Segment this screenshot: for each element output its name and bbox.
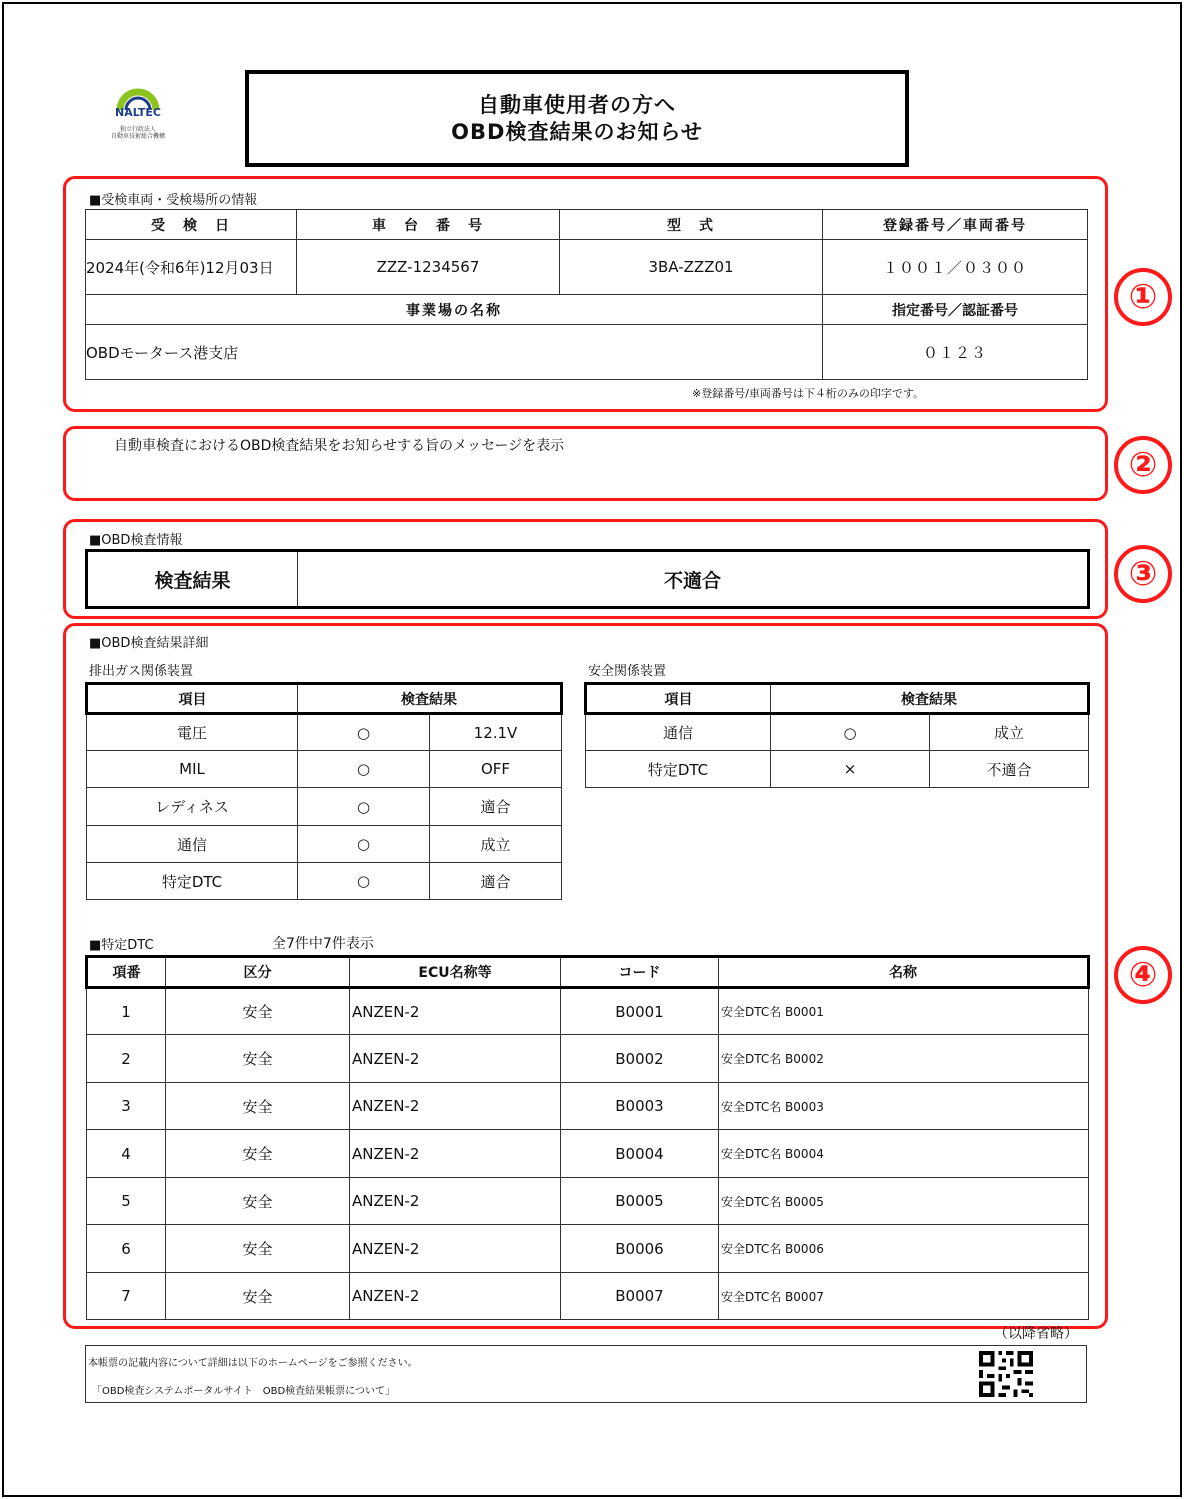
region-number-3: ③ (1114, 545, 1172, 603)
header-model: 型 式 (560, 210, 823, 240)
emission-header-result: 検査結果 (298, 684, 562, 714)
dtc-category: 安全 (166, 1273, 350, 1320)
dtc-header-category: 区分 (166, 957, 350, 988)
dtc-ecu: ANZEN-2 (350, 988, 561, 1035)
header-inspection-date: 受 検 日 (86, 210, 297, 240)
dtc-ecu: ANZEN-2 (350, 1083, 561, 1130)
emission-mark: ○ (298, 751, 430, 788)
emission-result: 成立 (430, 826, 562, 863)
vehicle-section-label: ■受検車両・受検場所の情報 (89, 193, 258, 208)
header-office-name: 事業場の名称 (86, 295, 823, 325)
table-row (87, 1178, 1089, 1225)
safety-header-result: 検査結果 (771, 684, 1089, 714)
details-section-label: ■OBD検査結果詳細 (89, 636, 209, 651)
dtc-header-code: コード (561, 957, 719, 988)
naltec-logo (98, 84, 178, 148)
model-value: 3BA-ZZZ01 (560, 240, 823, 295)
safety-result: 不適合 (930, 751, 1089, 788)
dtc-code: B0005 (561, 1178, 719, 1225)
logo-subtitle (98, 126, 178, 140)
dtc-name: 安全DTC名 B0003 (719, 1083, 1089, 1130)
table-row (87, 1035, 1089, 1083)
emission-item: 特定DTC (87, 863, 298, 900)
emission-mark: ○ (298, 714, 430, 751)
emission-item: レディネス (87, 788, 298, 826)
footer-box (85, 1345, 1087, 1403)
chassis-number-value: ZZZ-1234567 (297, 240, 560, 295)
table-row (87, 1130, 1089, 1178)
dtc-ecu: ANZEN-2 (350, 1035, 561, 1083)
registration-note: ※登録番号/車両番号は下４桁のみの印字です。 (692, 387, 925, 400)
dtc-count: 全7件中7件表示 (272, 936, 374, 952)
safety-label: 安全関係装置 (588, 664, 667, 679)
emission-result: 12.1V (430, 714, 562, 751)
dtc-no: 5 (87, 1178, 166, 1225)
dtc-name: 安全DTC名 B0005 (719, 1178, 1089, 1225)
inspection-date-value: 2024年(令和6年)12月03日 (86, 240, 297, 295)
safety-header-item: 項目 (586, 684, 771, 714)
qr-code-icon[interactable] (978, 1351, 1034, 1397)
dtc-name: 安全DTC名 B0001 (719, 988, 1089, 1035)
emission-mark: ○ (298, 826, 430, 863)
emission-item: 通信 (87, 826, 298, 863)
dtc-no: 4 (87, 1130, 166, 1178)
dtc-no: 3 (87, 1083, 166, 1130)
dtc-header-no: 項番 (87, 957, 166, 988)
footer-line-1: 本帳票の記載内容について詳細は以下のホームページをご参照ください。 (88, 1358, 418, 1369)
safety-mark: ○ (771, 714, 930, 751)
safety-table (584, 682, 1090, 788)
dtc-no: 7 (87, 1273, 166, 1320)
region-number-1: ① (1114, 268, 1172, 326)
emission-header-item: 項目 (87, 684, 298, 714)
table-row (87, 1083, 1089, 1130)
vehicle-info-table (85, 209, 1088, 380)
dtc-code: B0007 (561, 1273, 719, 1320)
dtc-category: 安全 (166, 1083, 350, 1130)
title-line-2: OBD検査結果のお知らせ (451, 119, 703, 144)
emission-mark: ○ (298, 863, 430, 900)
safety-item: 通信 (586, 714, 771, 751)
registration-value: １００１／０３００ (823, 240, 1088, 295)
table-row (87, 988, 1089, 1035)
obd-result-table (85, 549, 1090, 609)
dtc-name: 安全DTC名 B0006 (719, 1225, 1089, 1273)
header-registration: 登録番号／車両番号 (823, 210, 1088, 240)
dtc-code: B0001 (561, 988, 719, 1035)
cert-number-value: ０１２３ (823, 325, 1088, 380)
dtc-ecu: ANZEN-2 (350, 1273, 561, 1320)
dtc-code: B0003 (561, 1083, 719, 1130)
emission-mark: ○ (298, 788, 430, 826)
emission-result: 適合 (430, 788, 562, 826)
dtc-code: B0002 (561, 1035, 719, 1083)
dtc-no: 1 (87, 988, 166, 1035)
dtc-category: 安全 (166, 1178, 350, 1225)
emission-item: 電圧 (87, 714, 298, 751)
region-number-2: ② (1114, 436, 1172, 494)
title-line-1: 自動車使用者の方へ (478, 92, 676, 117)
dtc-header-ecu: ECU名称等 (350, 957, 561, 988)
dtc-code: B0006 (561, 1225, 719, 1273)
obd-result-value: 不適合 (298, 551, 1089, 608)
omitted-note: （以降省略） (994, 1326, 1078, 1342)
emission-label: 排出ガス関係装置 (89, 664, 194, 679)
dtc-no: 2 (87, 1035, 166, 1083)
header-chassis-number: 車 台 番 号 (297, 210, 560, 240)
dtc-name: 安全DTC名 B0002 (719, 1035, 1089, 1083)
dtc-category: 安全 (166, 1035, 350, 1083)
dtc-category: 安全 (166, 988, 350, 1035)
office-name-value: OBDモータース港支店 (86, 325, 823, 380)
obd-info-section-label: ■OBD検査情報 (89, 533, 183, 548)
dtc-name: 安全DTC名 B0007 (719, 1273, 1089, 1320)
table-row (87, 1225, 1089, 1273)
safety-result: 成立 (930, 714, 1089, 751)
dtc-header-name: 名称 (719, 957, 1089, 988)
safety-item: 特定DTC (586, 751, 771, 788)
table-row (87, 1273, 1089, 1320)
emission-result: 適合 (430, 863, 562, 900)
safety-mark: × (771, 751, 930, 788)
dtc-ecu: ANZEN-2 (350, 1225, 561, 1273)
dtc-name: 安全DTC名 B0004 (719, 1130, 1089, 1178)
dtc-table (85, 955, 1090, 1320)
dtc-ecu: ANZEN-2 (350, 1130, 561, 1178)
obd-result-label: 検査結果 (87, 551, 298, 608)
dtc-no: 6 (87, 1225, 166, 1273)
logo-text: NALTEC (115, 106, 161, 119)
dtc-code: B0004 (561, 1130, 719, 1178)
dtc-category: 安全 (166, 1130, 350, 1178)
logo-sub1: 独立行政法人 (119, 126, 156, 133)
logo-sub2: 自動車技術総合機構 (110, 133, 165, 140)
emission-result: OFF (430, 751, 562, 788)
footer-line-2[interactable]: 「OBD検査システムポータルサイト OBD検査結果帳票について」 (92, 1386, 395, 1397)
dtc-section-label: ■特定DTC (89, 938, 154, 953)
region-number-4: ④ (1114, 946, 1172, 1004)
document-title (245, 70, 909, 167)
dtc-ecu: ANZEN-2 (350, 1178, 561, 1225)
emission-table (85, 682, 563, 900)
header-cert-number: 指定番号／認証番号 (823, 295, 1088, 325)
emission-item: MIL (87, 751, 298, 788)
result-message: 自動車検査におけるOBD検査結果をお知らせする旨のメッセージを表示 (114, 438, 565, 454)
dtc-category: 安全 (166, 1225, 350, 1273)
